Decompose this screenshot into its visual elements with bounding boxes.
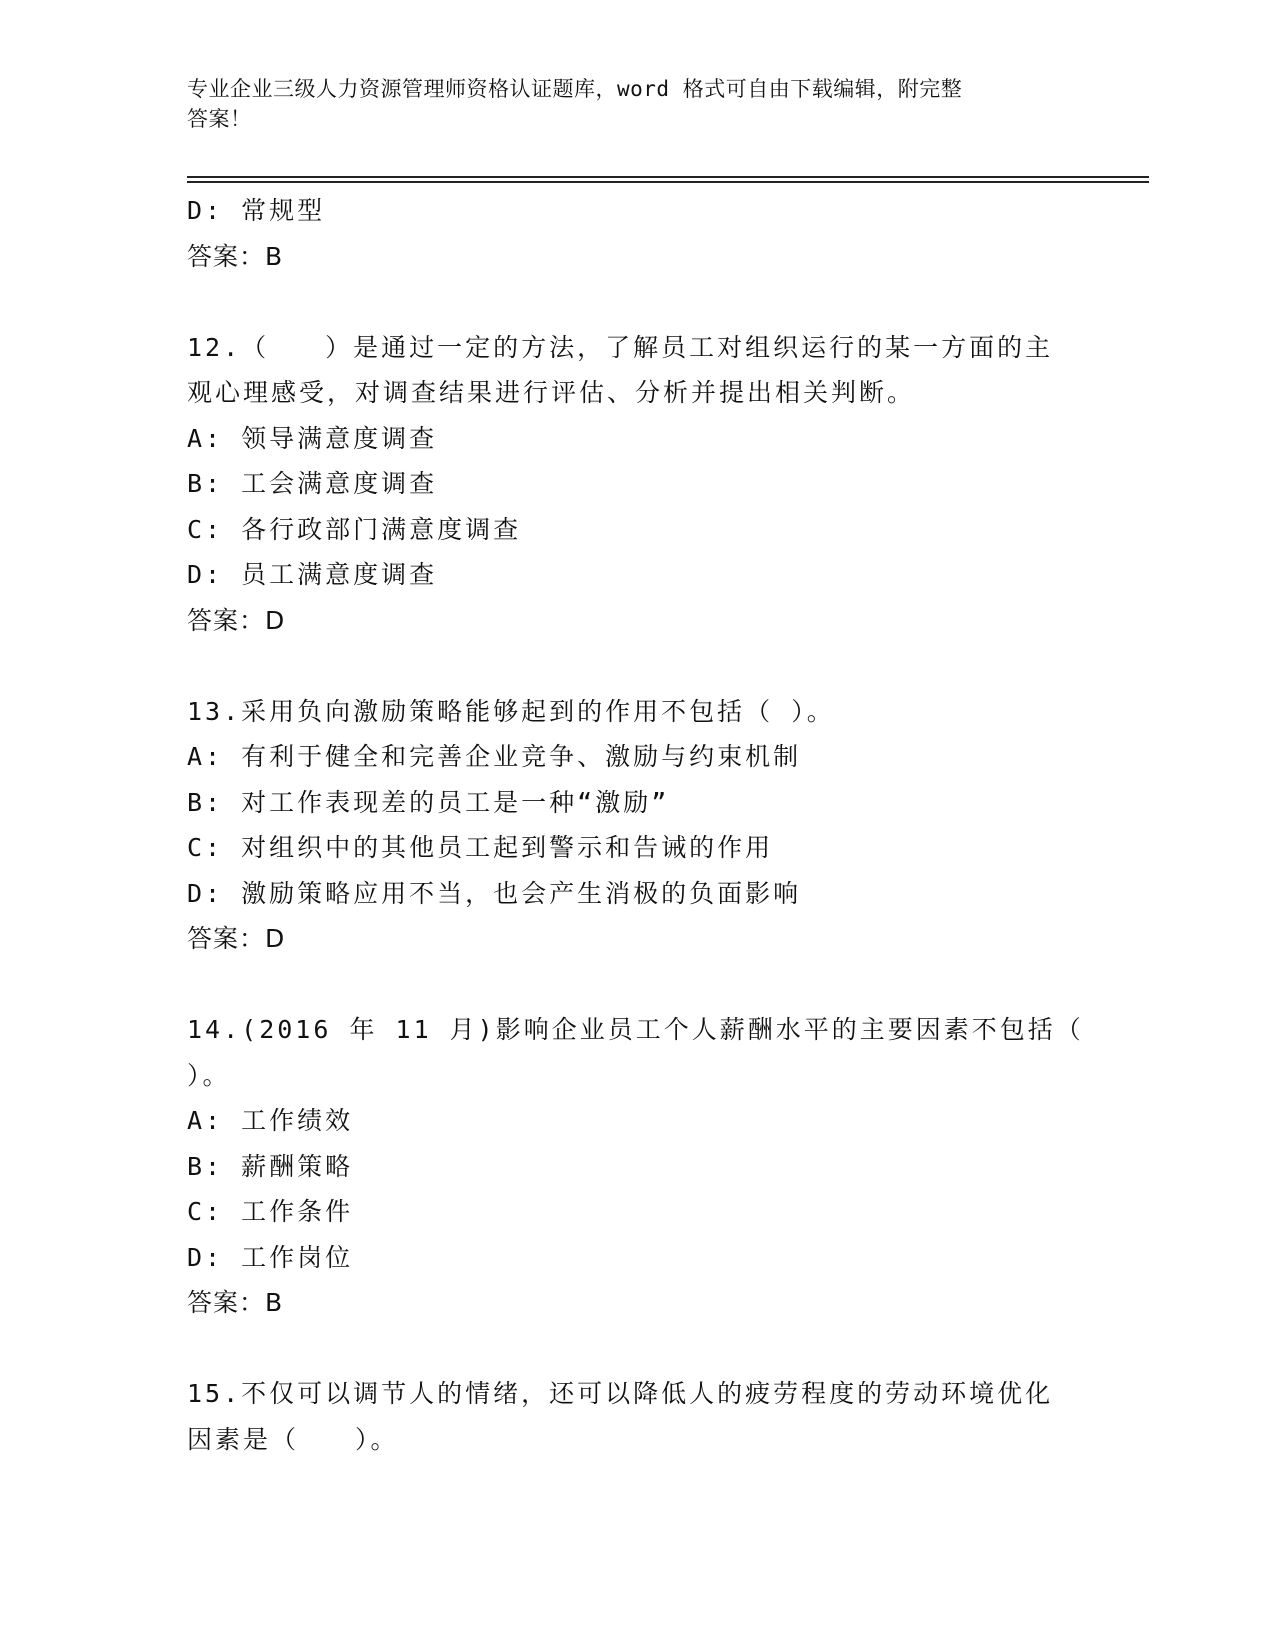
answer-line: 答案：B [187, 1288, 284, 1317]
question-text: 14.(2016 年 11 月)影响企业员工个人薪酬水平的主要因素不包括（ [187, 1015, 1084, 1044]
option-d: D: 员工满意度调查 [187, 560, 438, 589]
spacer [187, 1326, 1087, 1372]
option-c: C: 对组织中的其他员工起到警示和告诫的作用 [187, 833, 774, 862]
option-a: A: 领导满意度调查 [187, 423, 438, 453]
question-text: 因素是（ ）。 [187, 1424, 399, 1454]
question-list [187, 188, 1087, 1462]
option-a: A: 工作绩效 [187, 1106, 354, 1135]
spacer [187, 279, 1087, 325]
answer-line: 答案：D [187, 605, 286, 635]
option-b: B: 薪酬策略 [187, 1151, 354, 1181]
question-text: ）。 [187, 1060, 231, 1090]
question-block-13 [187, 689, 1087, 962]
option-c: C: 工作条件 [187, 1197, 354, 1226]
page-header [187, 74, 1067, 134]
option-c: C: 各行政部门满意度调查 [187, 514, 522, 544]
question-block-14 [187, 1007, 1087, 1326]
question-text: 观心理感受，对调查结果进行评估、分析并提出相关判断。 [187, 378, 916, 407]
question-text: 13.采用负向激励策略能够起到的作用不包括（ ）。 [187, 696, 835, 726]
header-divider [187, 176, 1149, 178]
option-b: B: 对工作表现差的员工是一种“激励” [187, 787, 670, 817]
option-d: D: 工作岗位 [187, 1242, 354, 1272]
option-d: D: 常规型 [187, 196, 326, 225]
header-line: 专业企业三级人力资源管理师资格认证题库，word 格式可自由下载编辑，附完整 [187, 77, 963, 101]
question-text: 15.不仅可以调节人的情绪，还可以降低人的疲劳程度的劳动环境优化 [187, 1379, 1054, 1408]
spacer [187, 643, 1087, 689]
option-a: A: 有利于健全和完善企业竞争、激励与约束机制 [187, 742, 802, 771]
header-line: 答案！ [187, 107, 252, 131]
option-d: D: 激励策略应用不当，也会产生消极的负面影响 [187, 878, 802, 908]
spacer [187, 962, 1087, 1008]
question-text: 12.（ ）是通过一定的方法，了解员工对组织运行的某一方面的主 [187, 332, 1054, 362]
question-block-15 [187, 1371, 1087, 1462]
answer-line: 答案：B [187, 241, 284, 271]
option-b: B: 工会满意度调查 [187, 469, 438, 498]
answer-line: 答案：D [187, 924, 286, 953]
header-divider [187, 181, 1149, 183]
question-block-11 [187, 188, 1087, 279]
question-block-12 [187, 325, 1087, 644]
